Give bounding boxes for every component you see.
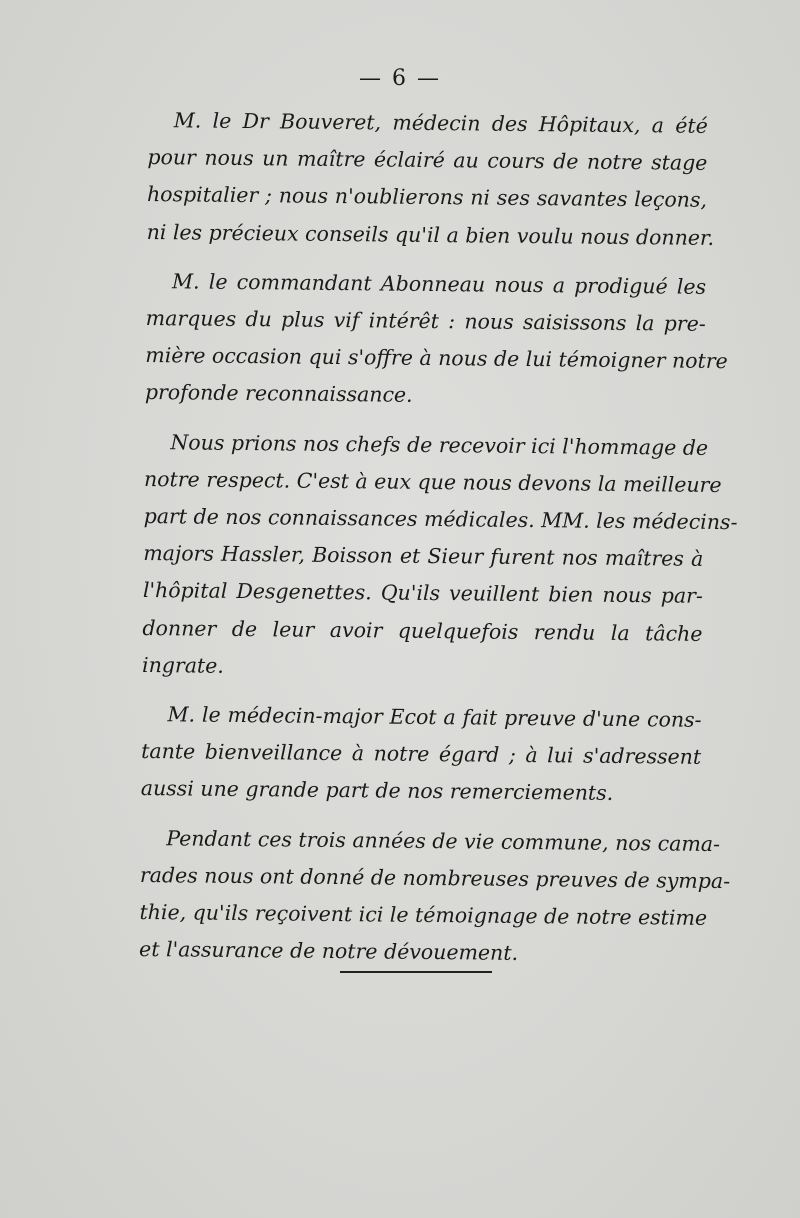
text-line: majors Hassler, Boisson et Sieur furent nos maîtres à	[143, 541, 704, 572]
text-line: hospitalier ; nous n'oublierons ni ses savantes leçons,	[146, 182, 708, 213]
paragraph-abonneau	[144, 263, 728, 418]
text-line: donner de leur avoir quelquefois rendu la tâche	[142, 615, 703, 646]
paragraph-bouveret	[146, 102, 715, 257]
text-line: Pendant ces trois années de vie commune, nos cama-	[166, 825, 721, 856]
text-line: notre respect. C'est à eux que nous devons la meilleure	[143, 466, 722, 497]
text-line: Nous prions nos chefs de recevoir ici l'hommage de	[170, 429, 709, 460]
paragraph-camarades	[139, 820, 731, 975]
text-line: M. le Dr Bouveret, médecin des Hôpitaux, a été	[173, 108, 708, 138]
text-line: thie, qu'ils reçoivent ici le témoignage de notre estime	[139, 900, 708, 930]
text-line: marques du plus vif intérêt : nous saisissons la pre-	[145, 306, 706, 336]
text-line: l'hôpital Desgenettes. Qu'ils veuillent bien nous par-	[142, 578, 703, 609]
text-line: ni les précieux conseils qu'il a bien voulu nous donner.	[146, 219, 715, 250]
text-line: aussi une grande part de nos remerciements.	[140, 776, 614, 806]
paragraph-chefs	[141, 424, 738, 690]
body-text	[139, 102, 738, 986]
text-line: tante bienveillance à notre égard ; à lui s'adressent	[141, 739, 702, 770]
text-line: M. le médecin-major Ecot a fait preuve d'une cons-	[167, 702, 702, 732]
text-line: M. le commandant Abonneau nous a prodigué les	[172, 269, 707, 299]
text-line: part de nos connaissances médicales. MM. les médecins-	[143, 504, 738, 535]
end-rule-divider	[340, 971, 492, 973]
paragraph-ecot	[141, 696, 702, 813]
text-line: et l'assurance de notre dévouement.	[139, 937, 519, 966]
text-line: mière occasion qui s'offre à nous de lui témoigner notre	[145, 343, 728, 374]
text-line: rades nous ont donné de nombreuses preuves de sympa-	[139, 862, 731, 893]
page-number: — 6 —	[359, 66, 441, 91]
text-line: pour nous un maître éclairé au cours de notre stage	[147, 145, 708, 176]
text-line: profonde reconnaissance.	[144, 380, 413, 408]
text-line: ingrate.	[141, 652, 225, 678]
